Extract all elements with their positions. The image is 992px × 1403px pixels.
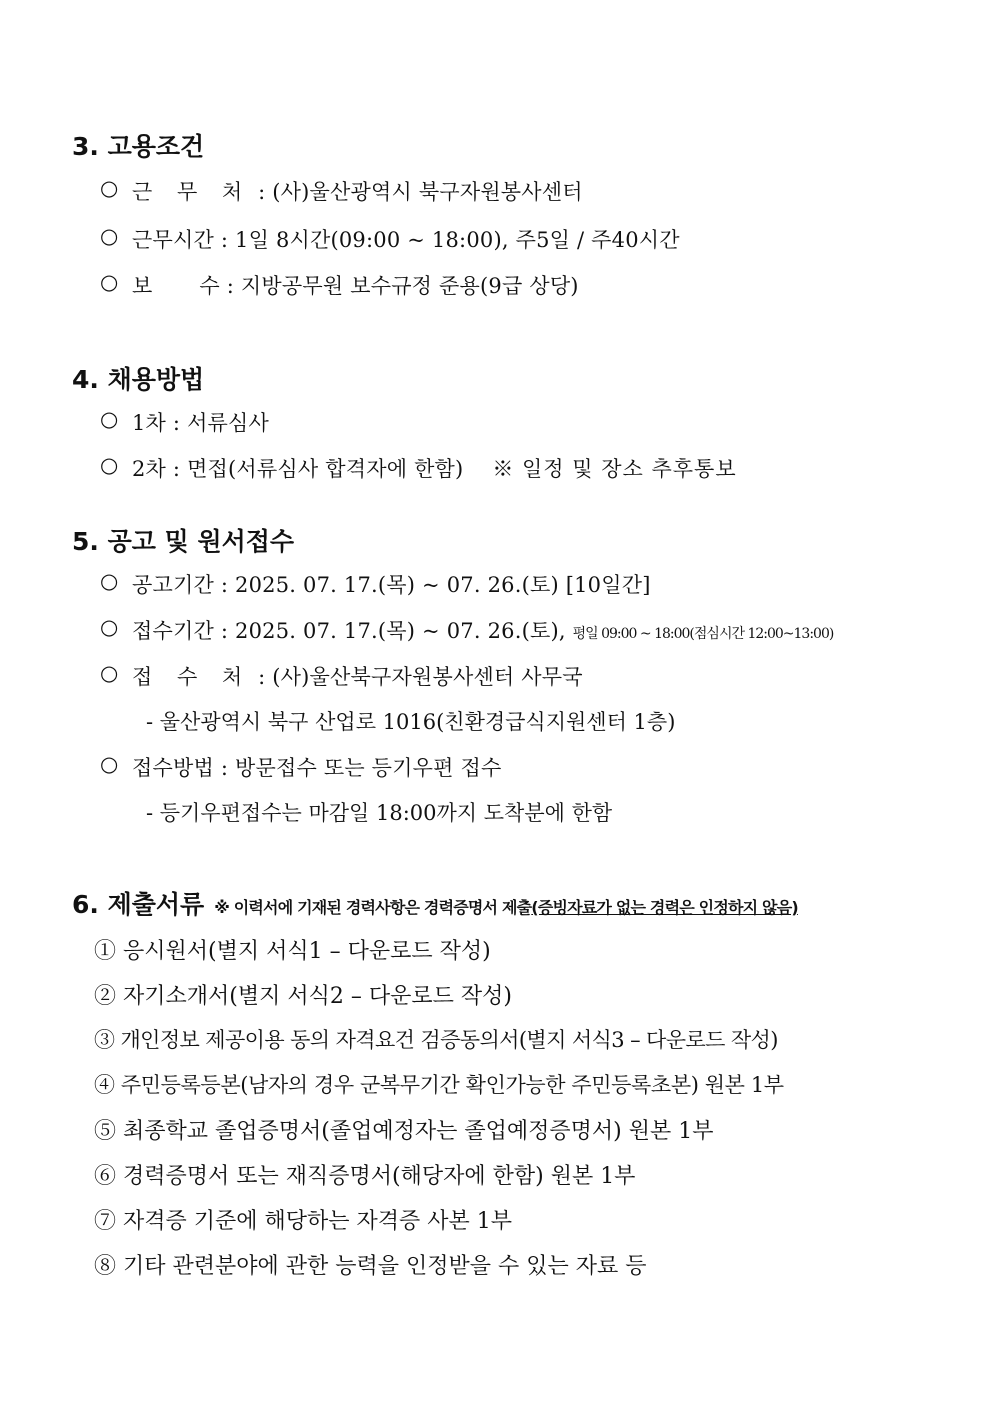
- s6-doc-6: [94, 1159, 635, 1190]
- s6-note: [214, 898, 798, 917]
- circled-number-3: ③: [94, 1028, 115, 1052]
- bullet-icon: ○: [100, 661, 119, 685]
- s5-period-label: 공고기간: [132, 573, 214, 597]
- section-6-title: 6. 제출서류: [72, 890, 205, 919]
- s6-doc-2: [94, 979, 512, 1010]
- s6-doc-7: [94, 1204, 512, 1235]
- s6-doc-2-text: 자기소개서(별지 서식2 – 다운로드 작성): [123, 984, 512, 1009]
- s4-round2-text: 2차 : 면접(서류심사 합격자에 한함): [132, 457, 464, 481]
- section-5-title: 5. 공고 및 원서접수: [72, 527, 295, 556]
- s5-method-value: 방문접수 또는 등기우편 접수: [235, 756, 502, 780]
- s6-doc-5-text: 최종학교 졸업증명서(졸업예정자는 졸업예정증명서) 원본 1부: [123, 1119, 714, 1144]
- s4-round1-text: 1차 : 서류심사: [132, 411, 270, 435]
- circled-number-6: ⑥: [94, 1164, 117, 1189]
- s3-hours-label: 근무시간: [132, 228, 214, 252]
- s3-salary-sep: :: [226, 274, 235, 298]
- s3-workplace-label: 근 무 처: [132, 180, 252, 204]
- s6-doc-3: [94, 1024, 778, 1054]
- s4-round2-note: ※ 일정 및 장소 추후통보: [492, 457, 737, 481]
- circled-number-7: ⑦: [94, 1209, 117, 1234]
- bullet-icon: ○: [100, 224, 119, 248]
- circled-number-2: ②: [94, 984, 117, 1009]
- s5-period-value: 2025. 07. 17.(목) ~ 07. 26.(토) [10일간]: [235, 573, 651, 597]
- s5-place-sep: :: [258, 665, 266, 689]
- s5-receipt-period-label: 접수기간: [132, 619, 214, 643]
- bullet-icon: ○: [100, 752, 119, 776]
- bullet-icon: ○: [100, 569, 119, 593]
- s5-place-value: (사)울산북구자원봉사센터 사무국: [272, 665, 583, 689]
- s5-place-label: 접 수 처: [132, 665, 252, 689]
- s3-workplace-value: (사)울산광역시 북구자원봉사센터: [272, 180, 583, 204]
- s6-doc-6-text: 경력증명서 또는 재직증명서(해당자에 한함) 원본 1부: [123, 1164, 636, 1189]
- section-4-title: 4. 채용방법: [72, 365, 205, 394]
- s6-doc-8-text: 기타 관련분야에 관한 능력을 인정받을 수 있는 자료 등: [123, 1254, 647, 1279]
- s6-doc-8: [94, 1249, 647, 1280]
- bullet-icon: ○: [100, 407, 119, 431]
- s5-method-label: 접수방법: [132, 756, 214, 780]
- section-6-header: [72, 885, 798, 921]
- circled-number-1: ①: [94, 939, 117, 964]
- s6-doc-1-text: 응시원서(별지 서식1 – 다운로드 작성): [123, 939, 491, 964]
- s3-hours-sep: :: [220, 228, 229, 252]
- circled-number-8: ⑧: [94, 1254, 117, 1279]
- s6-doc-4-text: 주민등록등본(남자의 경우 군복무기간 확인가능한 주민등록초본) 원본 1부: [120, 1073, 784, 1097]
- s6-doc-7-text: 자격증 기준에 해당하는 자격증 사본 1부: [123, 1209, 513, 1234]
- s3-hours-value: 1일 8시간(09:00 ~ 18:00), 주5일 / 주40시간: [235, 228, 680, 252]
- s3-salary-value: 지방공무원 보수규정 준용(9급 상당): [240, 274, 579, 298]
- circled-number-5: ⑤: [94, 1119, 117, 1144]
- s5-receipt-period-value: 2025. 07. 17.(목) ~ 07. 26.(토),: [235, 619, 566, 643]
- s6-doc-3-text: 개인정보 제공이용 동의 자격요건 검증동의서(별지 서식3 – 다운로드 작성): [120, 1028, 778, 1052]
- bullet-icon: ○: [100, 615, 119, 639]
- s3-salary-label: 보 수: [132, 274, 220, 298]
- s6-doc-4: [94, 1069, 784, 1099]
- s5-method-sep: :: [220, 756, 229, 780]
- s5-receipt-period-sep: :: [220, 619, 229, 643]
- s6-note-underlined: (증빙자료가 없는 경력은 인정하지 않음): [531, 898, 798, 917]
- bullet-icon: ○: [100, 270, 119, 294]
- s6-note-prefix: ※ 이력서에 기재된 경력사항은 경력증명서 제출: [214, 898, 532, 917]
- s6-doc-5: [94, 1114, 713, 1145]
- s5-place-address: - 울산광역시 북구 산업로 1016(친환경급식지원센터 1층): [146, 710, 676, 734]
- s6-doc-1: [94, 934, 491, 965]
- bullet-icon: ○: [100, 176, 119, 200]
- s5-period-sep: :: [220, 573, 229, 597]
- circled-number-4: ④: [94, 1073, 115, 1097]
- bullet-icon: ○: [100, 453, 119, 477]
- s5-receipt-hours: 평일 09:00 ~ 18:00(점심시간 12:00~13:00): [572, 626, 834, 642]
- s3-workplace-sep: :: [258, 180, 266, 204]
- section-3-title: 3. 고용조건: [72, 132, 205, 161]
- s5-method-note: - 등기우편접수는 마감일 18:00까지 도착분에 한함: [146, 801, 613, 825]
